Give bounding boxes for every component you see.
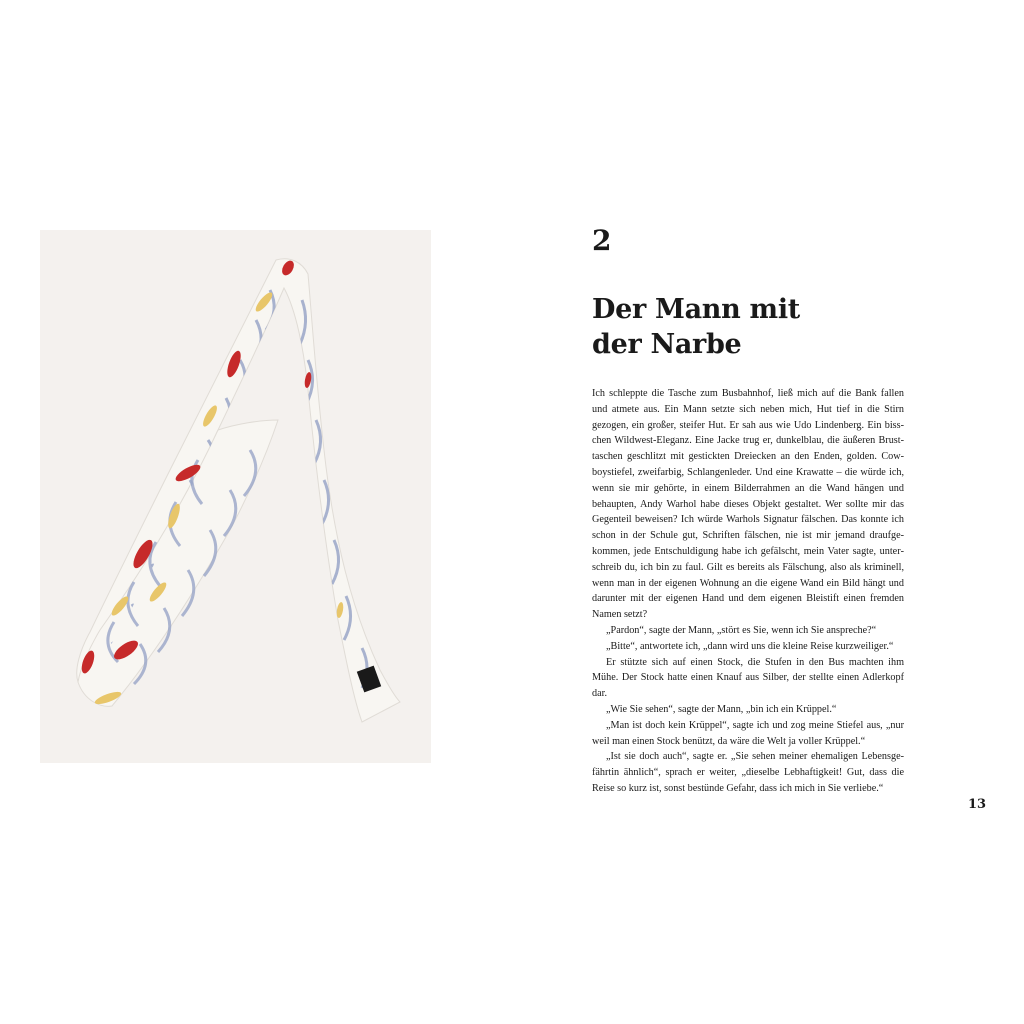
chapter-title-line-1: Der Mann mit bbox=[592, 294, 800, 325]
chapter-title bbox=[592, 292, 972, 362]
necktie-illustration bbox=[40, 230, 431, 763]
paragraph: „Wie Sie sehen“, sagte der Mann, „bin ich ein Krüppel.“ bbox=[606, 703, 837, 715]
paragraph: „Man ist doch kein Krüppel“, sagte ich und zog meine Stiefel aus, „nur weil man einen Stock benützt, da wäre die Welt ja voller Krüppel.“ bbox=[592, 719, 904, 747]
tie-photo bbox=[40, 230, 431, 763]
paragraph: Ich schleppte die Tasche zum Busbahnhof, ließ mich auf die Bank fallen und atmete aus. Ein Mann setzte sich neben mich, Hut tief in die Stirn gezogen, ein großer, steifer Hut. Er sah aus wie Udo Lindenberg. Ein bisschen Wildwest-Eleganz. Eine Jacke trug er, dunkelblau, die äußeren Brusttaschen geschlitzt mit gestickten Dreiecken an den Enden, golden. Cowboystiefel, zweifarbig, Schlangenleder. Und eine Krawatte – die würde ich, wenn sie mir gehörte, in einem Bilderrahmen an die Wand hängen und behaupten, Andy Warhol habe dieses Objekt gestaltet. Wer sollte mir das Gegenteil beweisen? Ich würde Warhols Signatur fälschen. Das konnte ich schon in der Schule gut, Schriften fälschen, nie ist mir jemand draufgekommen, jede Entschuldigung habe ich gefälscht, mein Vater sagte, unterschreib du, ich bin zu faul. Gilt es bereits als Fälschung, also als kriminell, wenn man in der eigenen Wohnung an die eigene Wand ein Bild hängt und darunter mit der eigenen Hand und dem eigenen Bleistift einen fremden Namen setzt? bbox=[592, 388, 904, 621]
body-text bbox=[592, 386, 904, 797]
chapter-title-line-2: der Narbe bbox=[592, 329, 742, 360]
paragraph: „Bitte“, antwortete ich, „dann wird uns die kleine Reise kurzweiliger.“ bbox=[606, 640, 894, 652]
paragraph: Er stützte sich auf einen Stock, die Stufen in den Bus machten ihm Mühe. Der Stock hatte einen Knauf aus Silber, der stellte einen Adlerkopf dar. bbox=[592, 656, 904, 700]
chapter-number: 2 bbox=[592, 224, 612, 257]
paragraph: „Ist sie doch auch“, sagte er. „Sie sehen meiner ehemaligen Lebensgefährtin ähnlich“, sprach er weiter, „dieselbe Lebhaftigkeit! Gut, dass die Reise so kurz ist, sonst bestünde Gefahr, dass ich mich in Sie verliebe.“ bbox=[592, 751, 904, 794]
page-number: 13 bbox=[968, 797, 987, 812]
paragraph: „Pardon“, sagte der Mann, „stört es Sie, wenn ich Sie anspreche?“ bbox=[606, 624, 877, 636]
